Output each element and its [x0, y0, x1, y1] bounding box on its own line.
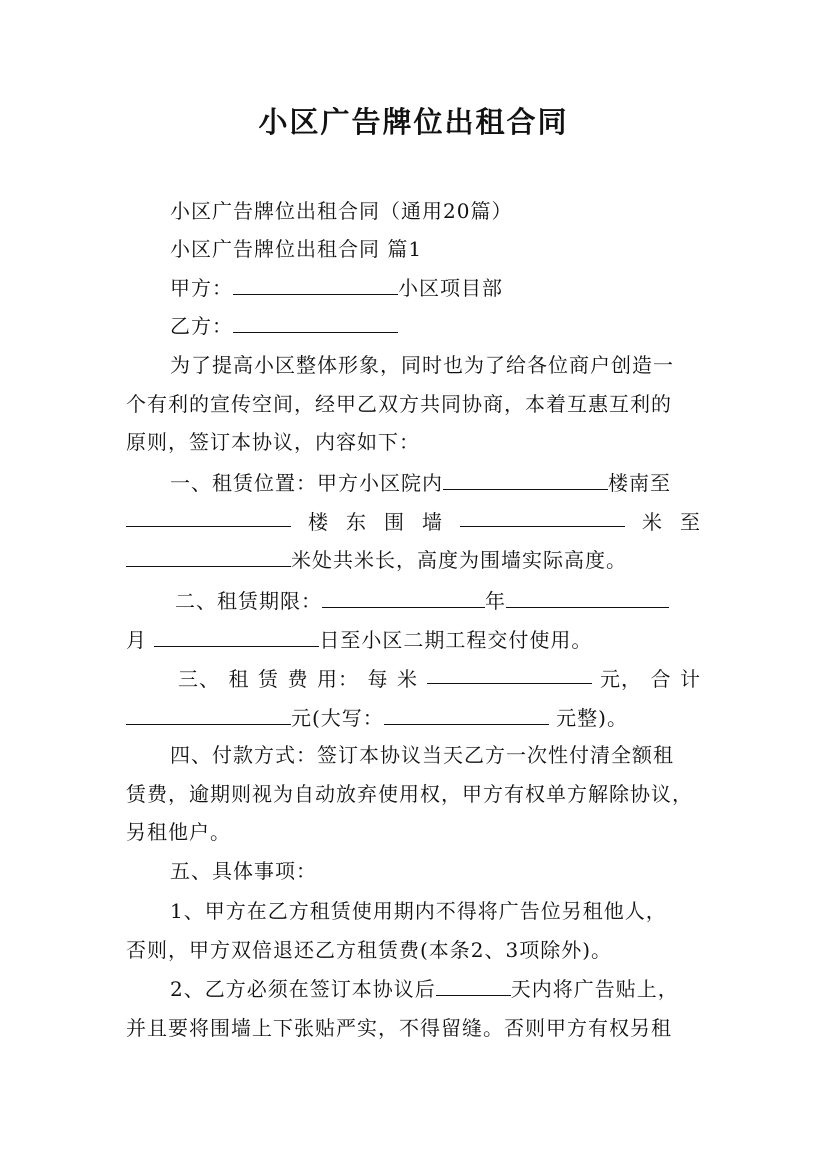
clause3-text-a7: 米 — [397, 667, 418, 691]
intro-line-2: 个有利的宣传空间，经甲乙双方共同协商，本着互惠互利的 — [126, 392, 672, 416]
clause1-line-3 — [126, 546, 701, 574]
clause1-char-1: 楼 — [308, 510, 329, 534]
clause2-blank-1 — [322, 589, 485, 608]
clause3-text-a2: 租 — [228, 667, 250, 691]
clause1-line-2 — [126, 508, 701, 536]
item2-blank-1 — [436, 977, 511, 996]
clause2-text-b: 年 — [485, 589, 506, 613]
clause3-text-a6: 每 — [367, 667, 389, 691]
item2-text-a: 2、乙方必须在签订本协议后 — [170, 977, 436, 1001]
clause3-text-a1: 三、 — [178, 667, 220, 691]
clause4-line-3: 另租他户。 — [126, 820, 231, 844]
clause1-line-1 — [170, 469, 701, 497]
clause4-line-2: 赁费，逾期则视为自动放弃使用权，甲方有权单方解除协议， — [126, 782, 693, 806]
item2-text-b: 天内将广告贴上， — [510, 977, 679, 1001]
clause2-line-2 — [126, 626, 701, 654]
clause5-heading: 五、具体事项： — [170, 859, 317, 883]
clause1-char-2: 东 — [346, 510, 367, 534]
clause3-line-1 — [178, 665, 701, 693]
clause1-text-d: 米处共米长，高度为围墙实际高度。 — [291, 548, 627, 572]
clause4-line-1: 四、付款方式：签订本协议当天乙方一次性付清全额租 — [170, 743, 674, 767]
party-a-line — [170, 274, 701, 302]
item1-line-1: 1、甲方在乙方租赁使用期内不得将广告位另租他人， — [170, 899, 667, 923]
clause2-blank-2 — [506, 589, 669, 608]
clause2-text-a: 二、租赁期限： — [175, 589, 322, 613]
clause1-blank-1 — [443, 471, 608, 490]
intro-line-3: 原则，签订本协议，内容如下： — [126, 430, 420, 454]
clause3-text-b: 元， — [600, 667, 642, 691]
party-a-label: 甲方： — [170, 276, 233, 300]
clause1-char-3: 围 — [384, 510, 405, 534]
clause3-text-f: 元整)。 — [556, 706, 628, 730]
clause3-blank-2 — [126, 706, 291, 725]
clause3-text-a5: 用： — [317, 667, 359, 691]
clause2-text-d: 日至小区二期工程交付使用。 — [319, 628, 593, 652]
clause3-text-e: 元(大写： — [291, 706, 384, 730]
clause3-text-c: 合 — [650, 667, 672, 691]
item2-line-2: 并且要将围墙上下张贴严实，不得留缝。否则甲方有权另租 — [126, 1016, 672, 1040]
clause2-line-1 — [175, 587, 701, 615]
clause1-char-4: 墙 — [422, 510, 443, 534]
clause1-blank-2 — [126, 508, 291, 527]
section-heading: 小区广告牌位出租合同 篇1 — [170, 237, 423, 261]
clause1-char-5: 米 — [642, 510, 663, 534]
item2-line-1 — [170, 975, 715, 1003]
party-a-blank — [233, 276, 398, 295]
party-b-line — [170, 312, 701, 340]
party-b-label: 乙方： — [170, 314, 233, 338]
clause3-text-d: 计 — [680, 667, 701, 691]
party-a-suffix: 小区项目部 — [398, 276, 503, 300]
item1-line-2: 否则，甲方双倍退还乙方租赁费(本条2、3项除外)。 — [126, 938, 613, 962]
clause2-blank-3 — [154, 628, 319, 647]
clause2-text-c: 月 — [126, 628, 147, 652]
clause1-blank-4 — [126, 548, 291, 567]
subtitle: 小区广告牌位出租合同（通用20篇） — [170, 199, 513, 223]
clause1-text-b: 楼南至 — [608, 471, 671, 495]
clause3-blank-1 — [427, 665, 592, 684]
clause1-char-6: 至 — [680, 510, 701, 534]
intro-line-1: 为了提高小区整体形象，同时也为了给各位商户创造一 — [170, 353, 674, 377]
clause3-blank-3 — [384, 706, 549, 725]
clause3-text-a4: 费 — [287, 667, 309, 691]
clause1-blank-3 — [460, 508, 625, 527]
clause3-line-2 — [126, 704, 701, 732]
clause1-text-a: 一、租赁位置：甲方小区院内 — [170, 471, 443, 495]
clause3-text-a3: 赁 — [258, 667, 279, 691]
party-b-blank — [233, 314, 398, 333]
document-title: 小区广告牌位出租合同 — [258, 105, 569, 139]
